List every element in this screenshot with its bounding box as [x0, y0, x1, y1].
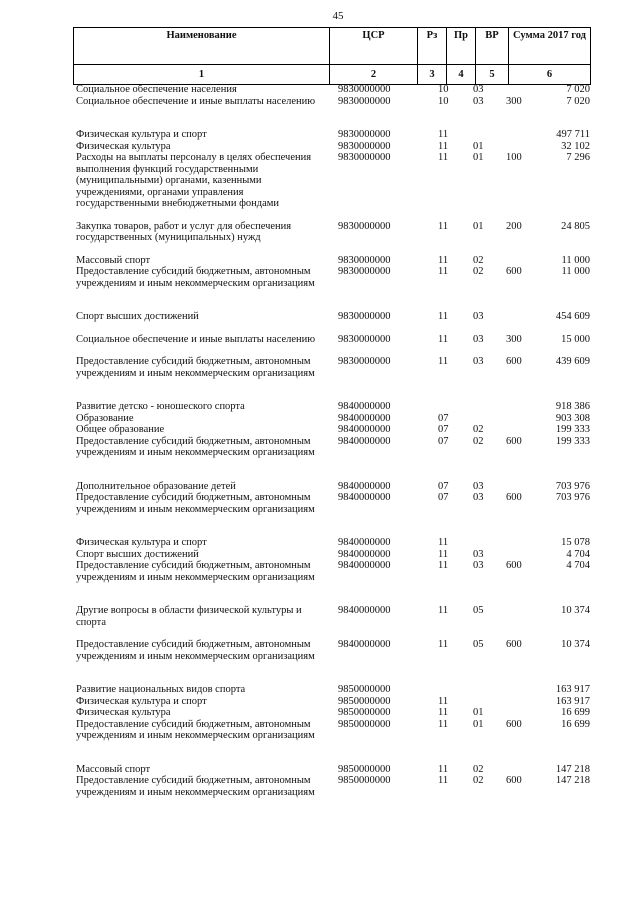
- row-name: Развитие национальных видов спорта: [76, 684, 246, 695]
- row-spacer: [76, 583, 590, 605]
- row-name: Физическая культура и спорт: [76, 129, 207, 140]
- row-sum: 15 078: [561, 537, 590, 548]
- row-csr: 9830000000: [338, 140, 391, 152]
- row-sum: 7 296: [566, 152, 590, 163]
- row-sum: 439 609: [555, 356, 590, 367]
- row-vr: 300: [506, 95, 522, 107]
- row-csr: 9830000000: [338, 266, 391, 277]
- row-pr: 02: [473, 775, 484, 786]
- row-rz: 11: [438, 129, 449, 140]
- row-vr: 600: [506, 356, 522, 367]
- row-csr: 9850000000: [338, 684, 391, 695]
- row-sum: 16 699: [561, 707, 590, 718]
- row-csr: 9840000000: [338, 639, 391, 650]
- row-rz: 11: [438, 356, 449, 367]
- row-rz: 11: [438, 311, 449, 322]
- row-sum: 147 218: [555, 763, 590, 775]
- header-num-5: 5: [476, 65, 509, 85]
- row-pr: 01: [473, 718, 484, 730]
- table-row: [76, 84, 590, 96]
- row-csr: 9840000000: [338, 424, 391, 435]
- row-vr: 600: [506, 266, 522, 277]
- table-row: [76, 221, 590, 244]
- header-sum: Сумма 2017 год: [509, 28, 591, 65]
- row-vr: 600: [506, 718, 522, 730]
- row-name: Предоставление субсидий бюджетным, автономным учреждениям и иным некоммерческим организациям: [76, 492, 315, 515]
- row-name: Социальное обеспечение населения: [76, 84, 237, 95]
- header-rz: Рз: [418, 28, 447, 65]
- row-rz: 11: [438, 537, 449, 548]
- row-name: Предоставление субсидий бюджетным, автономным учреждениям и иным некоммерческим организациям: [76, 266, 315, 289]
- table-row: [76, 707, 590, 719]
- row-sum: 4 704: [566, 560, 590, 571]
- header-num-4: 4: [447, 65, 476, 85]
- row-csr: 9830000000: [338, 254, 391, 266]
- row-sum: 32 102: [561, 140, 590, 152]
- row-rz: 11: [438, 152, 449, 163]
- row-rz: 07: [438, 435, 449, 447]
- table-header: [73, 27, 591, 85]
- row-rz: 11: [438, 333, 449, 345]
- row-rz: 10: [438, 84, 449, 95]
- row-rz: 11: [438, 254, 449, 266]
- table-row: [76, 311, 590, 323]
- row-rz: 11: [438, 220, 449, 232]
- row-pr: 03: [473, 560, 484, 571]
- row-name: Физическая культура и спорт: [76, 695, 207, 707]
- row-sum: 7 020: [566, 84, 590, 95]
- row-rz: 11: [438, 266, 449, 277]
- row-csr: 9840000000: [338, 548, 391, 560]
- row-pr: 03: [473, 548, 484, 560]
- table-row: [76, 401, 590, 413]
- row-csr: 9850000000: [338, 695, 391, 707]
- row-name: Физическая культура и спорт: [76, 537, 207, 548]
- row-pr: 05: [473, 605, 484, 616]
- row-sum: 497 711: [556, 129, 590, 140]
- row-csr: 9840000000: [338, 412, 391, 424]
- table-row: [76, 549, 590, 561]
- row-csr: 9830000000: [338, 220, 391, 232]
- row-name: Социальное обеспечение и иные выплаты населению: [76, 95, 316, 107]
- table-row: [76, 129, 590, 141]
- row-csr: 9830000000: [338, 356, 391, 367]
- row-name: Предоставление субсидий бюджетным, автономным учреждениям и иным некоммерческим организациям: [76, 775, 315, 798]
- row-spacer: [76, 379, 590, 401]
- table-row: [76, 492, 590, 515]
- row-pr: 03: [473, 333, 484, 345]
- table-row: [76, 356, 590, 379]
- row-name: Дополнительное образование детей: [76, 480, 236, 492]
- row-vr: 600: [506, 639, 522, 650]
- table-row: [76, 696, 590, 708]
- row-rz: 10: [438, 95, 449, 107]
- row-name: Спорт высших достижений: [76, 311, 199, 322]
- row-name: Социальное обеспечение и иные выплаты населению: [76, 333, 316, 345]
- row-spacer: [76, 628, 590, 639]
- row-pr: 02: [473, 435, 484, 447]
- row-csr: 9840000000: [338, 560, 391, 571]
- row-vr: 600: [506, 435, 522, 447]
- row-sum: 147 218: [555, 775, 590, 786]
- row-pr: 02: [473, 266, 484, 277]
- row-spacer: [76, 244, 590, 255]
- row-sum: 454 609: [555, 311, 590, 322]
- table-row: [76, 639, 590, 662]
- table-row: [76, 141, 590, 153]
- row-vr: 600: [506, 775, 522, 786]
- table-row: [76, 436, 590, 459]
- row-spacer: [76, 742, 590, 764]
- row-pr: 01: [473, 140, 484, 152]
- row-vr: 100: [506, 152, 522, 163]
- row-name: Общее образование: [76, 424, 165, 435]
- header-vr: ВР: [476, 28, 509, 65]
- header-name: Наименование: [74, 28, 330, 65]
- row-name: Предоставление субсидий бюджетным, автономным учреждениям и иным некоммерческим организациям: [76, 639, 315, 662]
- table-row: [76, 96, 590, 108]
- row-name: Предоставление субсидий бюджетным, автономным учреждениям и иным некоммерческим организациям: [76, 560, 315, 583]
- row-csr: 9840000000: [338, 492, 391, 503]
- header-num-3: 3: [418, 65, 447, 85]
- table-row: [76, 266, 590, 289]
- table-row: [76, 764, 590, 776]
- table-row: [76, 719, 590, 742]
- row-sum: 7 020: [566, 95, 590, 107]
- row-csr: 9830000000: [338, 84, 391, 95]
- row-pr: 01: [473, 152, 484, 163]
- row-name: Образование: [76, 412, 134, 424]
- row-sum: 10 374: [561, 639, 590, 650]
- row-csr: 9840000000: [338, 605, 391, 616]
- row-rz: 07: [438, 480, 449, 492]
- row-csr: 9850000000: [338, 707, 391, 718]
- row-sum: 11 000: [561, 254, 590, 266]
- table-row: [76, 481, 590, 493]
- row-spacer: [76, 345, 590, 356]
- row-pr: 03: [473, 311, 484, 322]
- row-csr: 9830000000: [338, 311, 391, 322]
- row-sum: 703 976: [555, 492, 590, 503]
- header-num-2: 2: [330, 65, 418, 85]
- row-rz: 11: [438, 639, 449, 650]
- row-vr: 200: [506, 220, 522, 232]
- row-rz: 11: [438, 775, 449, 786]
- header-pr: Пр: [447, 28, 476, 65]
- table-row: [76, 413, 590, 425]
- row-vr: 600: [506, 492, 522, 503]
- row-spacer: [76, 210, 590, 221]
- header-num-1: 1: [74, 65, 330, 85]
- table-row: [76, 255, 590, 267]
- row-sum: 4 704: [566, 548, 590, 560]
- row-name: Предоставление субсидий бюджетным, автономным учреждениям и иным некоммерческим организациям: [76, 435, 315, 458]
- row-rz: 11: [438, 695, 449, 707]
- row-csr: 9830000000: [338, 333, 391, 345]
- row-spacer: [76, 323, 590, 334]
- row-pr: 02: [473, 254, 484, 266]
- row-rz: 11: [438, 605, 449, 616]
- row-csr: 9850000000: [338, 718, 391, 730]
- row-sum: 199 333: [555, 424, 590, 435]
- row-csr: 9840000000: [338, 537, 391, 548]
- row-sum: 163 917: [555, 695, 590, 707]
- row-csr: 9830000000: [338, 152, 391, 163]
- row-spacer: [76, 459, 590, 481]
- row-vr: 300: [506, 333, 522, 345]
- row-name: Закупка товаров, работ и услуг для обеспечения государственных (муниципальных) нужд: [76, 220, 292, 243]
- row-sum: 903 308: [555, 412, 590, 424]
- row-spacer: [76, 107, 590, 129]
- row-rz: 11: [438, 560, 449, 571]
- row-name: Физическая культура: [76, 140, 171, 152]
- row-pr: 03: [473, 95, 484, 107]
- row-sum: 10 374: [561, 605, 590, 616]
- row-sum: 199 333: [555, 435, 590, 447]
- row-sum: 703 976: [555, 480, 590, 492]
- table-body: [76, 84, 590, 798]
- row-pr: 01: [473, 707, 484, 718]
- row-name: Физическая культура: [76, 707, 171, 718]
- row-rz: 07: [438, 412, 449, 424]
- row-rz: 11: [438, 718, 449, 730]
- row-name: Развитие детско - юношеского спорта: [76, 401, 245, 412]
- row-csr: 9840000000: [338, 480, 391, 492]
- header-csr: ЦСР: [330, 28, 418, 65]
- row-spacer: [76, 289, 590, 311]
- row-name: Другие вопросы в области физической культуры и спорта: [76, 605, 302, 628]
- row-sum: 24 805: [561, 220, 590, 232]
- row-sum: 11 000: [561, 266, 590, 277]
- row-csr: 9840000000: [338, 435, 391, 447]
- row-spacer: [76, 662, 590, 684]
- row-pr: 03: [473, 492, 484, 503]
- row-sum: 15 000: [561, 333, 590, 345]
- row-sum: 918 386: [555, 401, 590, 412]
- row-pr: 01: [473, 220, 484, 232]
- row-csr: 9850000000: [338, 763, 391, 775]
- row-rz: 07: [438, 492, 449, 503]
- row-name: Предоставление субсидий бюджетным, автономным учреждениям и иным некоммерческим организациям: [76, 356, 315, 379]
- table-row: [76, 424, 590, 436]
- row-csr: 9830000000: [338, 129, 391, 140]
- row-pr: 03: [473, 480, 484, 492]
- header-num-6: 6: [509, 65, 591, 85]
- table-row: [76, 684, 590, 696]
- row-csr: 9830000000: [338, 95, 391, 107]
- table-row: [76, 775, 590, 798]
- table-row: [76, 152, 590, 210]
- row-name: Спорт высших достижений: [76, 548, 199, 560]
- row-csr: 9840000000: [338, 401, 391, 412]
- row-rz: 11: [438, 548, 449, 560]
- row-name: Предоставление субсидий бюджетным, автономным учреждениям и иным некоммерческим организациям: [76, 718, 315, 741]
- row-rz: 11: [438, 140, 449, 152]
- table-row: [76, 334, 590, 346]
- row-sum: 163 917: [555, 684, 590, 695]
- row-name: Расходы на выплаты персоналу в целях обеспечения выполнения функций государственными (муниципальными) органами, казенными учреждениями, органами управления государственными внебюджетными фондами: [76, 152, 312, 209]
- row-csr: 9850000000: [338, 775, 391, 786]
- row-sum: 16 699: [561, 718, 590, 730]
- row-pr: 03: [473, 356, 484, 367]
- row-spacer: [76, 515, 590, 537]
- row-rz: 11: [438, 707, 449, 718]
- row-name: Массовый спорт: [76, 763, 151, 775]
- table-row: [76, 537, 590, 549]
- row-pr: 02: [473, 763, 484, 775]
- row-rz: 11: [438, 763, 449, 775]
- row-pr: 03: [473, 84, 484, 95]
- row-pr: 02: [473, 424, 484, 435]
- table-row: [76, 605, 590, 628]
- row-vr: 600: [506, 560, 522, 571]
- row-rz: 07: [438, 424, 449, 435]
- page-number: 45: [332, 10, 344, 22]
- table-row: [76, 560, 590, 583]
- row-pr: 05: [473, 639, 484, 650]
- row-name: Массовый спорт: [76, 254, 151, 266]
